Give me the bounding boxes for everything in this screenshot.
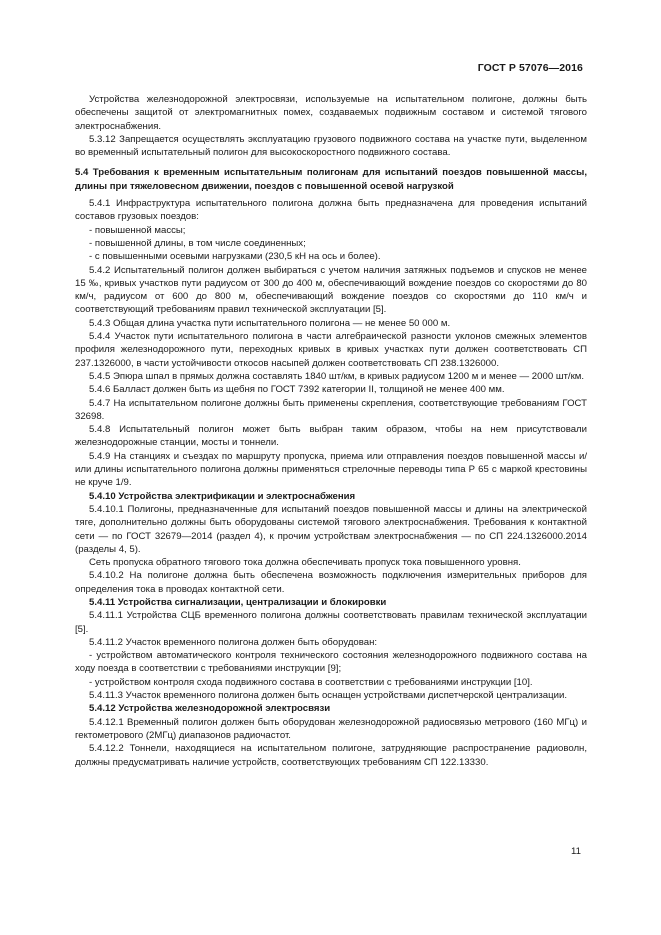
paragraph-5-4-4: 5.4.4 Участок пути испытательного полигона в части алгебраической разности уклонов смежных элементов профиля железнодорожного пути, переходных кривых в кривых участках пути должен соответствовать СП 237.1326000, в части устойчивости откосов насыпей должен соответствовать СП 238.1326000. [75,331,587,369]
list-item: - повышенной длины, в том числе соединенных; [75,237,587,250]
paragraph-5-4-8: 5.4.8 Испытательный полигон может быть выбран таким образом, чтобы на нем присутствовали железнодорожные станции, мосты и тоннели. [75,424,587,449]
section-5-4-title: 5.4 Требования к временным испытательным полигонам для испытаний поездов повышенной массы, длины при тяжеловесном движении, поездов с повышенной осевой нагрузкой [75,167,587,192]
paragraph-5-4-10-1-return-current: Сеть пропуска обратного тягового тока должна обеспечивать пропуск тока повышенного уровня. [89,557,521,569]
paragraph-5-4-5: 5.4.5 Эпюра шпал в прямых должна составлять 1840 шт/км, в кривых радиусом 1200 м и менее — 2000 шт/км. [89,370,585,382]
paragraph-5-4-7: 5.4.7 На испытательном полигоне должны быть применены скрепления, соответствующие требованиям ГОСТ 32698. [75,397,587,422]
list-item: - устройством контроля схода подвижного состава в соответствии с требованиями инструкции [10]. [75,676,587,689]
list-5-4-1 [75,224,587,264]
paragraph-5-4-12-2: 5.4.12.2 Тоннели, находящиеся на испытательном полигоне, затрудняющие распространение радиоволн, должны предусматривать наличие устройств, соответствующих требованиям СП 122.13330. [75,743,587,768]
subsection-5-4-10-heading: 5.4.10 Устройства электрификации и электроснабжения [89,490,356,502]
document-body [75,93,587,769]
list-item: - устройством автоматического контроля технического состояния железнодорожного подвижного состава на ходу поезда в соответствии с требованиями инструкции [9]; [75,649,587,676]
list-5-4-11-2 [75,649,587,689]
paragraph-electrosvyaz-protection: Устройства железнодорожной электросвязи, используемые на испытательном полигоне, должны быть обеспечены защитой от электромагнитных помех, создаваемых подвижным составом и системой тягового электроснабжения. [75,94,587,132]
paragraph-5-4-3: 5.4.3 Общая длина участка пути испытательного полигона — не менее 50 000 м. [89,317,451,329]
paragraph-5-4-12-1: 5.4.12.1 Временный полигон должен быть оборудован железнодорожной радиосвязью метрового (160 МГц) и гектометрового (2МГц) диапазонов радиочастот. [75,716,587,741]
paragraph-5-4-10-2: 5.4.10.2 На полигоне должна быть обеспечена возможность подключения измерительных приборов для определения тока в проводах контактной сети. [75,570,587,595]
paragraph-5-4-9: 5.4.9 На станциях и съездах по маршруту пропуска, приема или отправления поездов повышенной массы и/или длины испытательного полигона должны применяться стрелочные переводы типа Р 65 с маркой крестовины не круче 1/9. [75,450,587,489]
paragraph-5-4-1: 5.4.1 Инфраструктура испытательного полигона должна быть предназначена для проведения испытаний составов грузовых поездов: [75,198,587,223]
list-item: - с повышенными осевыми нагрузками (230,5 кН на ось и более). [75,250,587,263]
paragraph-5-4-11-2: 5.4.11.2 Участок временного полигона должен быть оборудован: [89,636,378,648]
paragraph-5-4-6: 5.4.6 Балласт должен быть из щебня по ГОСТ 7392 категории II, толщиной не менее 400 мм. [89,384,505,396]
subsection-5-4-11-heading: 5.4.11 Устройства сигнализации, централизации и блокировки [89,596,387,608]
paragraph-5-4-11-1: 5.4.11.1 Устройства СЦБ временного полигона должны соответствовать правилам технической эксплуатации [5]. [75,610,587,635]
paragraph-5-4-10-1: 5.4.10.1 Полигоны, предназначенные для испытаний поездов повышенной массы и длины на электрической тяге, дополнительно должны быть оборудованы системой тягового электроснабжения. Требования к контактной сети — по ГОСТ 32679—2014 (раздел 4), к прочим устройствам электроснабжения — по СП 224.1326000.2014 (разделы 4, 5). [75,503,587,555]
subsection-5-4-12-heading: 5.4.12 Устройства железнодорожной электросвязи [89,703,331,715]
paragraph-5-4-2: 5.4.2 Испытательный полигон должен выбираться с учетом наличия затяжных подъемов и спусков не менее 15 ‰, кривых участков пути радиусом от 300 до 400 м, обеспечивающий вождение поездов со скоростями до 80 км/ч, радиусом от 600 до 800 м, обеспечивающий вождение поездов со скоростями до 110 км/ч и соответствующий требованиям правил технической эксплуатации [5]. [75,264,587,316]
document-code-header: ГОСТ Р 57076—2016 [477,62,583,74]
paragraph-5-3-12: 5.3.12 Запрещается осуществлять эксплуатацию грузового подвижного состава на участке пути, выделенном во временный испытательный полигон для высокоскоростного подвижного состава. [75,133,587,159]
list-item: - повышенной массы; [75,224,587,237]
page-number: 11 [571,846,581,857]
paragraph-5-4-11-3: 5.4.11.3 Участок временного полигона должен быть оснащен устройствами диспетчерской централизации. [89,690,567,702]
